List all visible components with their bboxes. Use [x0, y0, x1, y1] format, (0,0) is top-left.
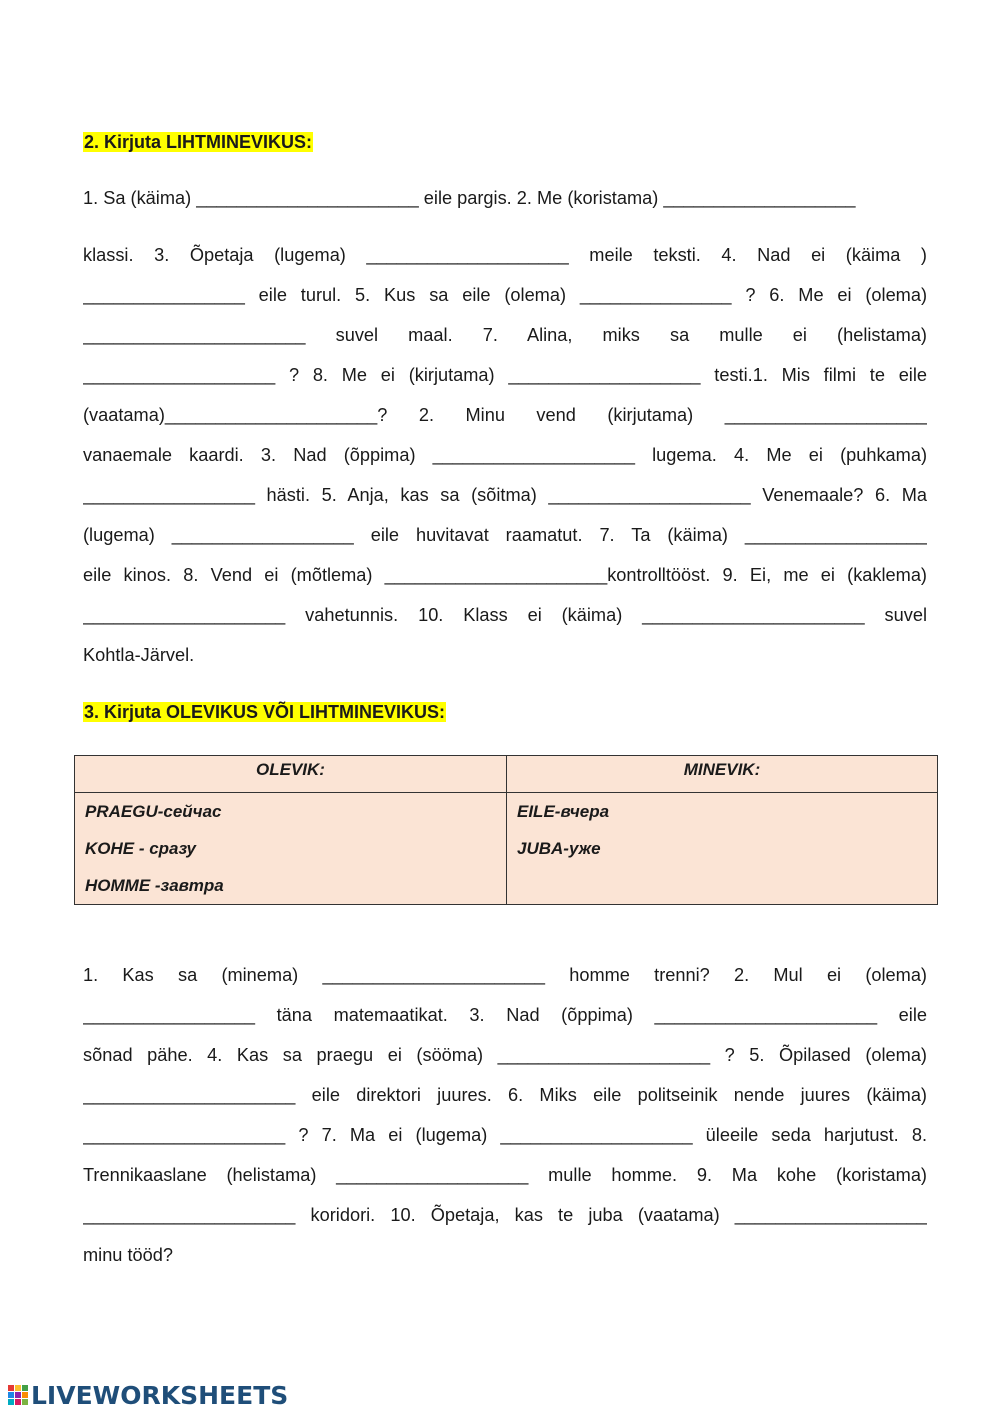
- exercise-line: Kohtla-Järvel.: [83, 645, 195, 665]
- exercise-line: (vaatama)_____________________? 2. Minu vend (kirjutama) ____________________: [83, 405, 927, 425]
- logo-square: [22, 1399, 28, 1405]
- exercise-line: 1. Sa (käima) ______________________ eile pargis. 2. Me (koristama) ___________________: [83, 188, 856, 208]
- exercise-line: ___________________ ? 8. Me ei (kirjutama) ___________________ testi.1. Mis filmi te eile: [83, 365, 927, 385]
- exercise-line: _________________ hästi. 5. Anja, kas sa (sõitma) ____________________ Venemaale? 6. Ma: [83, 485, 927, 505]
- logo-square: [8, 1399, 14, 1405]
- exercise-line: ____________________ vahetunnis. 10. Klass ei (käima) ______________________ suvel: [83, 605, 927, 625]
- section-2-heading: 2. Kirjuta LIHTMINEVIKUS:: [84, 132, 313, 152]
- exercise-line: _____________________ koridori. 10. Õpetaja, kas te juba (vaatama) ___________________: [83, 1205, 927, 1225]
- logo-text: LIVEWORKSHEETS: [31, 1380, 289, 1410]
- exercise-line: klassi. 3. Õpetaja (lugema) ____________________ meile teksti. 4. Nad ei (käima ): [83, 245, 927, 265]
- olevik-item: HOMME -завтра: [85, 876, 224, 895]
- logo-square: [15, 1392, 21, 1398]
- exercise-line: eile kinos. 8. Vend ei (mõtlema) ______________________kontrolltööst. 9. Ei, me ei (kaklema): [83, 565, 927, 585]
- exercise-line: sõnad pähe. 4. Kas sa praegu ei (sööma) _____________________ ? 5. Õpilased (olema): [83, 1045, 927, 1065]
- logo-square: [8, 1385, 14, 1391]
- exercise-line: Trennikaaslane (helistama) ___________________ mulle homme. 9. Ma kohe (koristama): [83, 1165, 927, 1185]
- exercise-line: vanaemale kaardi. 3. Nad (õppima) ____________________ lugema. 4. Me ei (puhkama): [83, 445, 927, 465]
- exercise-line: _________________ täna matemaatikat. 3. Nad (õppima) ______________________ eile: [83, 1005, 927, 1025]
- olevik-header: OLEVIK:: [75, 756, 507, 793]
- logo-square: [15, 1385, 21, 1391]
- minevik-header: MINEVIK:: [507, 756, 938, 793]
- exercise-line: ________________ eile turul. 5. Kus sa eile (olema) _______________ ? 6. Me ei (olema): [83, 285, 927, 305]
- minevik-cell: [507, 793, 938, 905]
- logo-mark-icon: [8, 1385, 28, 1405]
- liveworksheets-logo[interactable]: [8, 1380, 288, 1410]
- exercise-line: (lugema) __________________ eile huvitavat raamatut. 7. Ta (käima) __________________: [83, 525, 927, 545]
- olevik-cell: [75, 793, 507, 905]
- minevik-item: EILE-вчера: [517, 802, 610, 821]
- logo-square: [22, 1385, 28, 1391]
- exercise-line: minu tööd?: [83, 1245, 173, 1265]
- exercise-line: 1. Kas sa (minema) ______________________ homme trenni? 2. Mul ei (olema): [83, 965, 927, 985]
- logo-square: [8, 1392, 14, 1398]
- logo-square: [15, 1399, 21, 1405]
- exercise-line: _____________________ eile direktori juures. 6. Miks eile politseinik nende juures (käima): [83, 1085, 927, 1105]
- tense-reference-table: [74, 755, 938, 905]
- exercise-line: ______________________ suvel maal. 7. Alina, miks sa mulle ei (helistama): [83, 325, 927, 345]
- exercise-line: ____________________ ? 7. Ma ei (lugema) ___________________ üleeile seda harjutust. 8.: [83, 1125, 927, 1145]
- minevik-item: JUBA-уже: [517, 839, 601, 858]
- logo-square: [22, 1392, 28, 1398]
- olevik-item: PRAEGU-сейчас: [85, 802, 222, 821]
- olevik-item: KOHE - сразу: [85, 839, 196, 858]
- section-3-heading: 3. Kirjuta OLEVIKUS VÕI LIHTMINEVIKUS:: [84, 702, 446, 722]
